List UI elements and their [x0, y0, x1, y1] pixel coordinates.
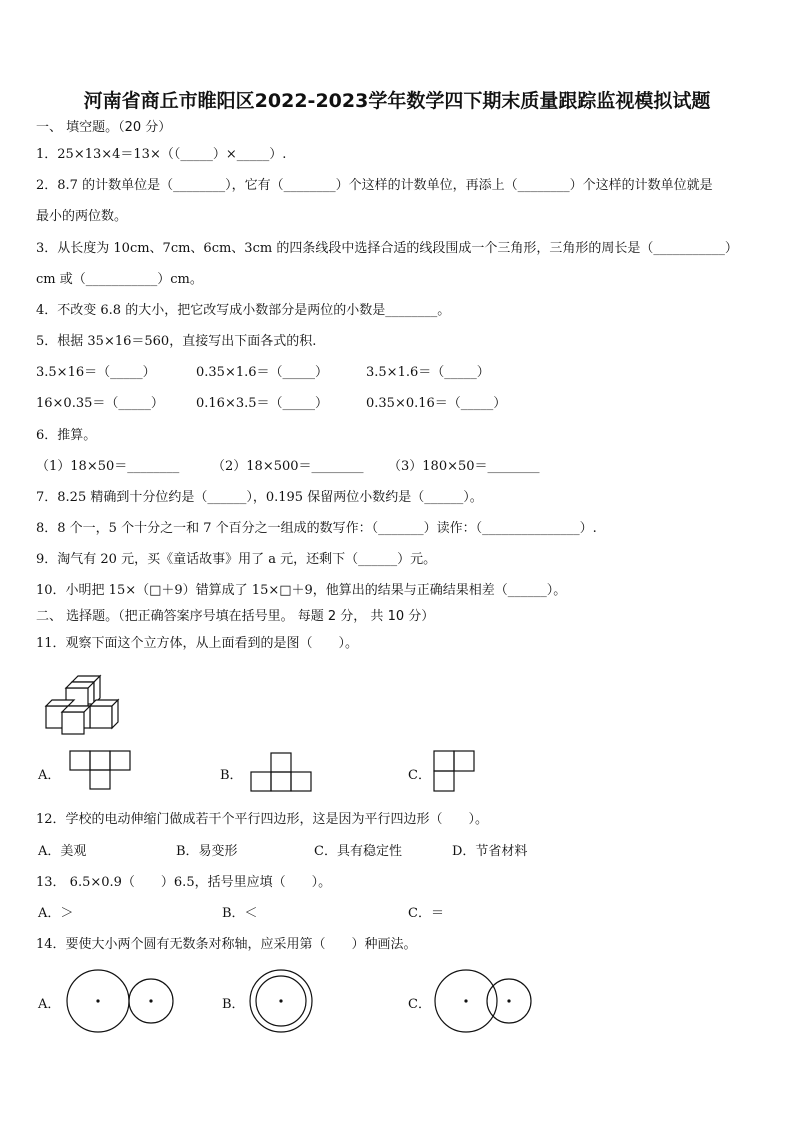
question-13-option: B．＜	[222, 906, 258, 921]
question-6-item: （3）180×50＝________	[388, 459, 540, 474]
option-a-circles-figure	[66, 968, 176, 1034]
question-14-option-c: C．	[408, 997, 431, 1012]
question-14: 14．要使大小两个圆有无数条对称轴，应采用第（ ）种画法。	[36, 937, 417, 952]
question-12-option: C．具有稳定性	[314, 844, 402, 859]
question-5-item: 16×0.35＝（_____）	[36, 396, 164, 411]
question-11-option-c: C．	[408, 768, 431, 783]
question-3-line-1: 3．从长度为 10cm、7cm、6cm、3cm 的四条线段中选择合适的线段围成一个三角形，三角形的周长是（___________）	[36, 241, 738, 256]
question-5-item: 3.5×1.6＝（_____）	[366, 365, 490, 380]
question-7: 7．8.25 精确到十分位约是（______），0.195 保留两位小数约是（______）。	[36, 490, 483, 505]
question-13-option: C．＝	[408, 906, 444, 921]
question-14-option-a: A．	[38, 997, 61, 1012]
option-c-circles-figure	[433, 968, 533, 1034]
option-b-grid-figure	[249, 752, 313, 792]
section-choice-heading: 二、 选择题。（把正确答案序号填在括号里。 每题 2 分， 共 10 分）	[36, 609, 435, 624]
question-2-line-2: 最小的两位数。	[36, 209, 128, 224]
question-11-option-a: A．	[38, 768, 61, 783]
option-c-grid-figure	[433, 750, 477, 792]
question-6: 6．推算。	[36, 428, 97, 443]
section-fill-blank-heading: 一、 填空题。（20 分）	[36, 120, 172, 135]
question-5-item: 0.35×1.6＝（_____）	[196, 365, 329, 380]
option-b-circles-figure	[249, 968, 313, 1034]
question-8: 8．8 个一，5 个十分之一和 7 个百分之一组成的数写作：（_______）读作：（_______________）.	[36, 521, 597, 536]
question-12: 12．学校的电动伸缩门做成若干个平行四边形，这是因为平行四边形（ ）。	[36, 812, 489, 827]
question-12-option: B．易变形	[176, 844, 238, 859]
question-11-option-b: B．	[220, 768, 243, 783]
question-6-item: （2）18×500＝________	[212, 459, 364, 474]
option-a-grid-figure	[69, 750, 131, 790]
question-2-line-1: 2．8.7 的计数单位是（________），它有（________）个这样的计数单位，再添上（________）个这样的计数单位就是	[36, 178, 713, 193]
question-13: 13． 6.5×0.9（ ）6.5，括号里应填（ ）。	[36, 875, 332, 890]
question-9: 9．淘气有 20 元，买《童话故事》用了 a 元，还剩下（______）元。	[36, 552, 437, 567]
question-6-item: （1）18×50＝________	[36, 459, 180, 474]
question-5-item: 0.35×0.16＝（_____）	[366, 396, 507, 411]
cube-stack-figure	[44, 672, 124, 736]
question-14-option-b: B．	[222, 997, 245, 1012]
question-5-item: 3.5×16＝（_____）	[36, 365, 156, 380]
question-11: 11．观察下面这个立方体，从上面看到的是图（ ）。	[36, 636, 359, 651]
question-5: 5．根据 35×16＝560，直接写出下面各式的积.	[36, 334, 317, 349]
page-title: 河南省商丘市睢阳区2022-2023学年数学四下期末质量跟踪监视模拟试题	[83, 90, 711, 112]
question-1: 1．25×13×4＝13×（（_____）×_____）.	[36, 147, 287, 162]
question-12-option: D．节省材料	[452, 844, 528, 859]
question-10: 10．小明把 15×（□＋9）错算成了 15×□＋9，他算出的结果与正确结果相差（______）。	[36, 583, 567, 598]
question-13-option: A．＞	[38, 906, 74, 921]
question-4: 4．不改变 6.8 的大小，把它改写成小数部分是两位的小数是________。	[36, 303, 451, 318]
question-3-line-2: cm 或（___________）cm。	[36, 272, 203, 287]
question-12-option: A．美观	[38, 844, 87, 859]
question-5-item: 0.16×3.5＝（_____）	[196, 396, 329, 411]
